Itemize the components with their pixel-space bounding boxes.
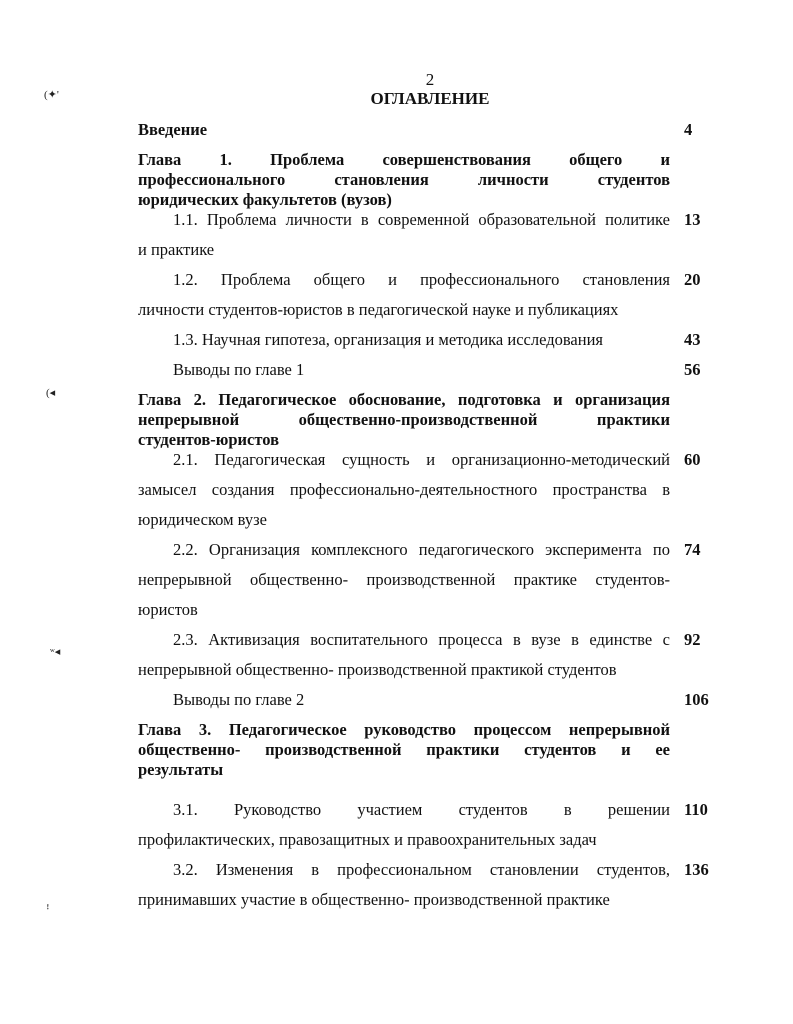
- toc-conclusions-1: Выводы по главе 1: [173, 360, 305, 379]
- chapter3-heading-line: Глава 3. Педагогическое руководство процессом непрерывной: [138, 720, 670, 739]
- toc-section-2-1: 2.1. Педагогическая сущность и организационно-методический: [173, 450, 670, 469]
- toc-section-2-2-cont: непрерывной общественно- производственной практике студентов-: [138, 570, 670, 589]
- scan-mark: ʷ◂: [50, 646, 61, 658]
- toc-section-1-2: 1.2. Проблема общего и профессионального становления: [173, 270, 670, 289]
- toc-section-2-3-cont: непрерывной общественно- производственной практикой студентов: [138, 660, 617, 679]
- toc-section-2-3: 2.3. Активизация воспитательного процесса в вузе в единстве с: [173, 630, 670, 649]
- toc-section-1-3: 1.3. Научная гипотеза, организация и методика исследования: [173, 330, 603, 349]
- toc-section-2-2-page: 74: [684, 540, 701, 559]
- toc-section-3-2-page: 136: [684, 860, 709, 879]
- toc-section-3-1-page: 110: [684, 800, 708, 819]
- chapter2-heading-line: студентов-юристов: [138, 430, 279, 449]
- toc-section-2-2: 2.2. Организация комплексного педагогического эксперимента по: [173, 540, 670, 559]
- chapter1-heading-line: Глава 1. Проблема совершенствования общего и: [138, 150, 670, 169]
- toc-intro-page: 4: [684, 120, 693, 139]
- page-title: ОГЛАВЛЕНИЕ: [370, 89, 490, 108]
- chapter1-heading-line: профессионального становления личности студентов: [138, 170, 670, 189]
- toc-section-1-1-cont: и практике: [138, 240, 215, 259]
- toc-conclusions-1-page: 56: [684, 360, 701, 379]
- toc-section-1-3-page: 43: [684, 330, 701, 349]
- chapter2-heading-line: непрерывной общественно-производственной практики: [138, 410, 670, 429]
- toc-section-3-1-cont: профилактических, правозащитных и правоохранительных задач: [138, 830, 597, 849]
- toc-intro-label: Введение: [138, 120, 208, 139]
- toc-section-3-1: 3.1. Руководство участием студентов в решении: [173, 800, 670, 819]
- toc-section-3-2-cont: принимавших участие в общественно- производственной практике: [138, 890, 610, 909]
- chapter3-heading-line: общественно- производственной практики студентов и ее: [138, 740, 670, 759]
- toc-section-1-1: 1.1. Проблема личности в современной образовательной политике: [173, 210, 670, 229]
- chapter2-heading-line: Глава 2. Педагогическое обоснование, подготовка и организация: [138, 390, 670, 409]
- toc-conclusions-2-page: 106: [684, 690, 709, 709]
- scan-mark: (✦': [44, 89, 59, 101]
- toc-section-1-1-page: 13: [684, 210, 701, 229]
- toc-section-2-1-cont: замысел создания профессионально-деятельностного пространства в: [138, 480, 670, 499]
- scan-mark: ꜝ: [46, 905, 50, 917]
- toc-section-3-2: 3.2. Изменения в профессиональном становлении студентов,: [173, 860, 670, 879]
- page-number: 2: [425, 70, 435, 89]
- scan-mark: (◂: [46, 387, 56, 399]
- chapter3-heading-line: результаты: [138, 760, 224, 779]
- toc-section-2-1-page: 60: [684, 450, 701, 469]
- chapter1-heading-line: юридических факультетов (вузов): [138, 190, 392, 209]
- toc-section-2-3-page: 92: [684, 630, 701, 649]
- toc-section-2-2-cont: юристов: [138, 600, 198, 619]
- toc-section-1-2-cont: личности студентов-юристов в педагогической науке и публикациях: [138, 300, 619, 319]
- toc-section-1-2-page: 20: [684, 270, 701, 289]
- toc-conclusions-2: Выводы по главе 2: [173, 690, 305, 709]
- toc-section-2-1-cont: юридическом вузе: [138, 510, 267, 529]
